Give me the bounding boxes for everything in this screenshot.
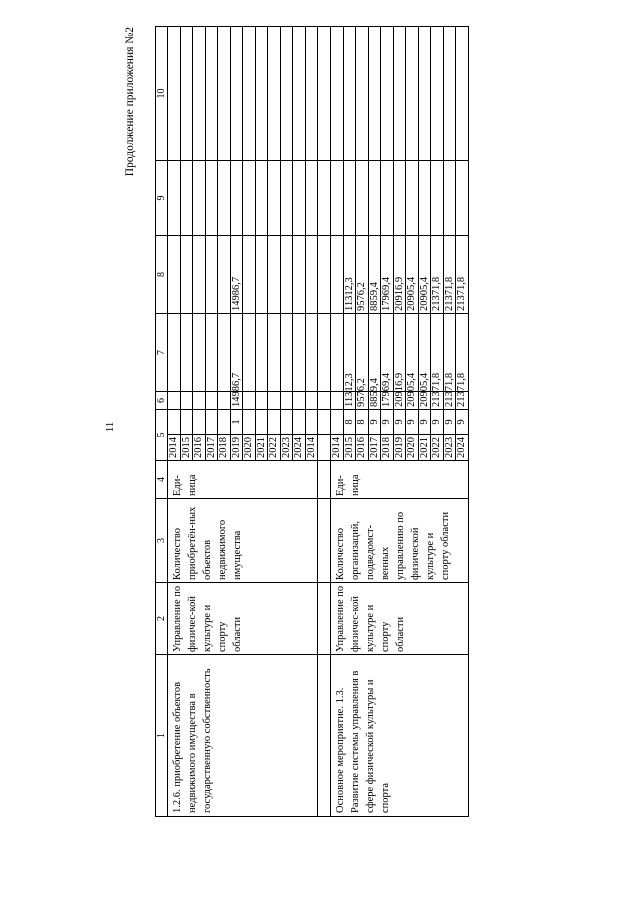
value-cell — [456, 27, 469, 161]
value-cell: 9 — [368, 410, 381, 435]
spacer-cell — [318, 435, 331, 461]
value-cell — [168, 314, 181, 392]
header-cell: 6 — [156, 392, 168, 410]
value-cell — [381, 27, 394, 161]
value-cell: 1 — [230, 410, 243, 435]
value-cell — [180, 410, 193, 435]
value-cell — [418, 27, 431, 161]
year-cell: 2014 — [305, 435, 318, 461]
year-cell: 2016 — [193, 435, 206, 461]
value-cell — [168, 392, 181, 410]
value-cell — [280, 27, 293, 161]
measure-name-cell: Основное мероприятие. 1.3. Развитие системы управления в сфере физической культуры и спорта — [331, 655, 469, 817]
year-cell: 2023 — [280, 435, 293, 461]
executor-cell: Управление по физичес-кой культуре и спорту области — [168, 583, 318, 655]
value-cell: 20905,4 — [406, 236, 419, 314]
value-cell — [205, 314, 218, 392]
value-cell — [243, 392, 256, 410]
value-cell — [280, 410, 293, 435]
value-cell — [255, 27, 268, 161]
year-cell: 2019 — [393, 435, 406, 461]
value-cell: 9 — [456, 410, 469, 435]
value-cell — [280, 392, 293, 410]
header-cell: 8 — [156, 236, 168, 314]
value-cell — [168, 236, 181, 314]
value-cell — [193, 161, 206, 236]
value-cell: 17969,4 — [381, 236, 394, 314]
value-cell — [255, 236, 268, 314]
year-cell: 2018 — [218, 435, 231, 461]
value-cell — [456, 161, 469, 236]
value-cell — [180, 161, 193, 236]
value-cell — [268, 27, 281, 161]
value-cell — [205, 161, 218, 236]
value-cell — [243, 27, 256, 161]
value-cell: 9 — [443, 410, 456, 435]
value-cell: 21371,8 — [456, 236, 469, 314]
spacer-cell — [318, 655, 331, 817]
spacer-cell — [318, 583, 331, 655]
appendix-table — [155, 26, 469, 817]
value-cell — [393, 161, 406, 236]
year-cell: 2015 — [343, 435, 356, 461]
value-cell — [218, 27, 231, 161]
value-cell — [193, 27, 206, 161]
value-cell — [431, 27, 444, 161]
year-cell: 2014 — [331, 435, 344, 461]
value-cell — [305, 236, 318, 314]
year-cell: 2019 — [230, 435, 243, 461]
value-cell — [255, 410, 268, 435]
value-cell: 9 — [431, 410, 444, 435]
year-cell: 2021 — [255, 435, 268, 461]
value-cell — [255, 314, 268, 392]
value-cell — [168, 27, 181, 161]
value-cell — [243, 161, 256, 236]
value-cell: 20905,4 — [406, 392, 419, 410]
value-cell: 9 — [406, 410, 419, 435]
value-cell: 20905,4 — [418, 236, 431, 314]
value-cell — [205, 392, 218, 410]
page-number: 11 — [104, 421, 116, 433]
rotated-sheet — [124, 27, 610, 817]
spacer-cell — [318, 499, 331, 583]
value-cell — [293, 27, 306, 161]
spacer-cell — [318, 410, 331, 435]
value-cell — [193, 314, 206, 392]
value-cell — [368, 27, 381, 161]
value-cell — [305, 410, 318, 435]
value-cell: 9576,2 — [356, 236, 369, 314]
year-cell: 2022 — [268, 435, 281, 461]
header-cell: 7 — [156, 314, 168, 392]
value-cell: 9 — [381, 410, 394, 435]
year-cell: 2024 — [293, 435, 306, 461]
table-body — [156, 27, 469, 817]
year-cell: 2016 — [356, 435, 369, 461]
value-cell — [193, 236, 206, 314]
value-cell — [293, 392, 306, 410]
value-cell: 8859,4 — [368, 236, 381, 314]
header-cell: 4 — [156, 461, 168, 499]
spacer-cell — [318, 161, 331, 236]
value-cell — [268, 410, 281, 435]
value-cell — [280, 236, 293, 314]
value-cell — [343, 161, 356, 236]
value-cell — [331, 161, 344, 236]
value-cell — [218, 392, 231, 410]
value-cell — [280, 161, 293, 236]
appendix-caption: Продолжение приложения №2 — [124, 27, 136, 177]
value-cell: 11312,3 — [343, 392, 356, 410]
value-cell — [305, 392, 318, 410]
value-cell — [268, 161, 281, 236]
spacer-cell — [318, 392, 331, 410]
value-cell — [180, 314, 193, 392]
value-cell: 9576,2 — [356, 392, 369, 410]
spacer-cell — [318, 461, 331, 499]
value-cell — [205, 410, 218, 435]
year-cell: 2024 — [456, 435, 469, 461]
unit-cell: Еди-ница — [168, 461, 318, 499]
value-cell: 8859,4 — [368, 392, 381, 410]
value-cell: 20905,4 — [418, 392, 431, 410]
value-cell — [205, 236, 218, 314]
value-cell: 20916,9 — [393, 236, 406, 314]
header-cell: 1 — [156, 655, 168, 817]
year-cell: 2017 — [368, 435, 381, 461]
table-row — [331, 27, 344, 817]
value-cell — [343, 27, 356, 161]
value-cell — [268, 392, 281, 410]
value-cell — [268, 314, 281, 392]
measure-name-cell: 1.2.6. приобретение объектов недвижимого имущества в государственную собственность — [168, 655, 318, 817]
year-cell: 2015 — [180, 435, 193, 461]
value-cell — [243, 314, 256, 392]
value-cell — [218, 314, 231, 392]
unit-cell: Еди-ница — [331, 461, 469, 499]
value-cell — [168, 161, 181, 236]
value-cell: 14986,7 — [230, 392, 243, 410]
spacer-cell — [318, 27, 331, 161]
value-cell — [331, 314, 344, 392]
header-cell: 10 — [156, 27, 168, 161]
indicator-cell: Количество организаций, подведомст-венных управлению по физической культуре и спорту области — [331, 499, 469, 583]
year-cell: 2014 — [168, 435, 181, 461]
spacer-row — [318, 27, 331, 817]
value-cell: 21371,8 — [443, 392, 456, 410]
value-cell — [180, 27, 193, 161]
value-cell — [305, 314, 318, 392]
value-cell — [418, 161, 431, 236]
value-cell: 20916,9 — [393, 392, 406, 410]
value-cell — [168, 410, 181, 435]
value-cell — [406, 161, 419, 236]
header-cell: 3 — [156, 499, 168, 583]
value-cell: 21371,8 — [431, 392, 444, 410]
value-cell — [356, 27, 369, 161]
value-cell — [293, 236, 306, 314]
value-cell: 11312,3 — [343, 236, 356, 314]
value-cell: 14986,7 — [230, 236, 243, 314]
value-cell — [293, 161, 306, 236]
year-cell: 2023 — [443, 435, 456, 461]
value-cell: 8 — [356, 410, 369, 435]
table-row — [168, 27, 181, 817]
value-cell — [218, 410, 231, 435]
spacer-cell — [318, 236, 331, 314]
value-cell — [305, 161, 318, 236]
year-cell: 2018 — [381, 435, 394, 461]
value-cell — [180, 236, 193, 314]
value-cell: 17969,4 — [381, 392, 394, 410]
value-cell: 9 — [418, 410, 431, 435]
value-cell — [243, 410, 256, 435]
value-cell — [243, 236, 256, 314]
year-cell: 2017 — [205, 435, 218, 461]
value-cell — [331, 392, 344, 410]
value-cell — [331, 236, 344, 314]
year-cell: 2020 — [243, 435, 256, 461]
value-cell — [368, 161, 381, 236]
value-cell — [230, 27, 243, 161]
value-cell — [381, 161, 394, 236]
value-cell — [193, 410, 206, 435]
value-cell — [255, 161, 268, 236]
value-cell — [331, 27, 344, 161]
value-cell — [205, 27, 218, 161]
executor-cell: Управление по физичес-кой культуре и спорту области — [331, 583, 469, 655]
value-cell — [356, 161, 369, 236]
year-cell: 2022 — [431, 435, 444, 461]
value-cell — [431, 161, 444, 236]
value-cell — [305, 27, 318, 161]
spacer-cell — [318, 314, 331, 392]
value-cell — [293, 410, 306, 435]
header-cell: 5 — [156, 410, 168, 461]
indicator-cell: Количество приобретён-ных объектов недвижимого имущества — [168, 499, 318, 583]
value-cell — [293, 314, 306, 392]
header-cell: 2 — [156, 583, 168, 655]
value-cell: 21371,8 — [456, 392, 469, 410]
value-cell — [443, 161, 456, 236]
value-cell: 21371,8 — [443, 236, 456, 314]
value-cell — [331, 410, 344, 435]
value-cell: 9 — [393, 410, 406, 435]
value-cell — [268, 236, 281, 314]
header-cell: 9 — [156, 161, 168, 236]
year-cell: 2020 — [406, 435, 419, 461]
value-cell — [393, 27, 406, 161]
value-cell: 21371,8 — [431, 236, 444, 314]
value-cell — [443, 27, 456, 161]
year-cell: 2021 — [418, 435, 431, 461]
value-cell — [406, 27, 419, 161]
value-cell: 8 — [343, 410, 356, 435]
header-row — [156, 27, 168, 817]
value-cell — [180, 392, 193, 410]
value-cell — [280, 314, 293, 392]
value-cell — [230, 161, 243, 236]
value-cell — [193, 392, 206, 410]
value-cell — [255, 392, 268, 410]
value-cell — [218, 236, 231, 314]
value-cell — [218, 161, 231, 236]
